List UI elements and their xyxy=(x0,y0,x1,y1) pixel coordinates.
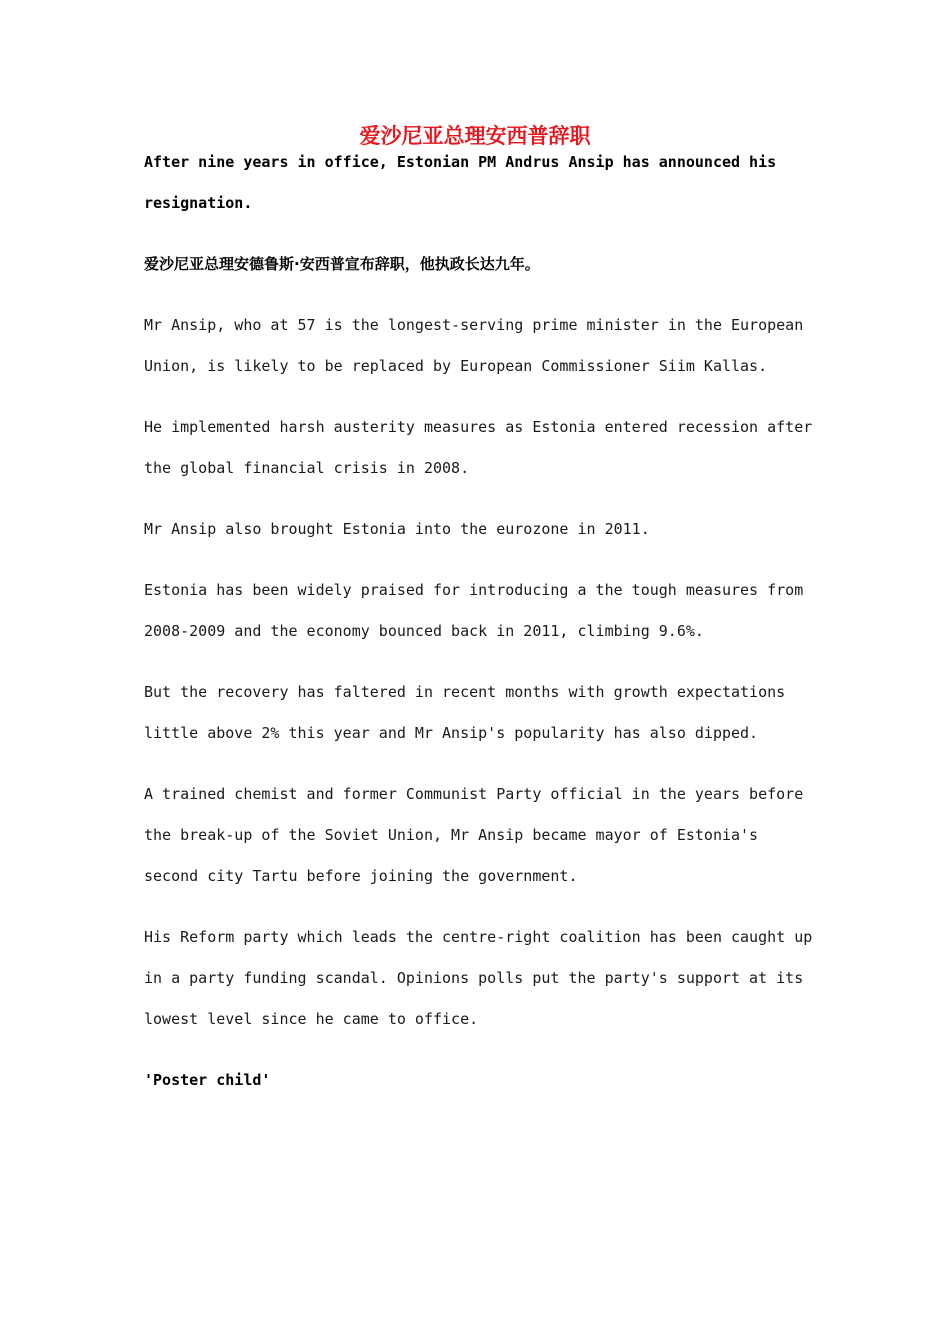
section-subheading: 'Poster child' xyxy=(144,1071,271,1089)
paragraph: But the recovery has faltered in recent months with growth expectations little above 2% this year and Mr Ansip's popularity has also dipped. xyxy=(144,683,786,742)
paragraph: Mr Ansip, who at 57 is the longest-serving prime minister in the European Union, is likely to be replaced by European Commissioner Siim Kallas. xyxy=(144,316,804,375)
paragraph: His Reform party which leads the centre-right coalition has been caught up in a party funding scandal. Opinions polls put the party's support at its lowest level since he came to office. xyxy=(144,928,813,1028)
paragraph: Estonia has been widely praised for introducing a the tough measures from 2008-2009 and the economy bounced back in 2011, climbing 9.6%. xyxy=(144,581,804,640)
paragraph: He implemented harsh austerity measures as Estonia entered recession after the global financial crisis in 2008. xyxy=(144,418,813,477)
article-body xyxy=(144,142,814,1121)
paragraph: Mr Ansip also brought Estonia into the eurozone in 2011. xyxy=(144,520,650,538)
lead-chinese: 爱沙尼亚总理安德鲁斯·安西普宣布辞职，他执政长达九年。 xyxy=(144,255,540,273)
article-title: 爱沙尼亚总理安西普辞职 xyxy=(359,123,591,148)
paragraph: A trained chemist and former Communist Party official in the years before the break-up of the Soviet Union, Mr Ansip became mayor of Estonia's second city Tartu before joining the government. xyxy=(144,785,804,885)
lead-english: After nine years in office, Estonian PM Andrus Ansip has announced his resignation. xyxy=(144,153,777,212)
